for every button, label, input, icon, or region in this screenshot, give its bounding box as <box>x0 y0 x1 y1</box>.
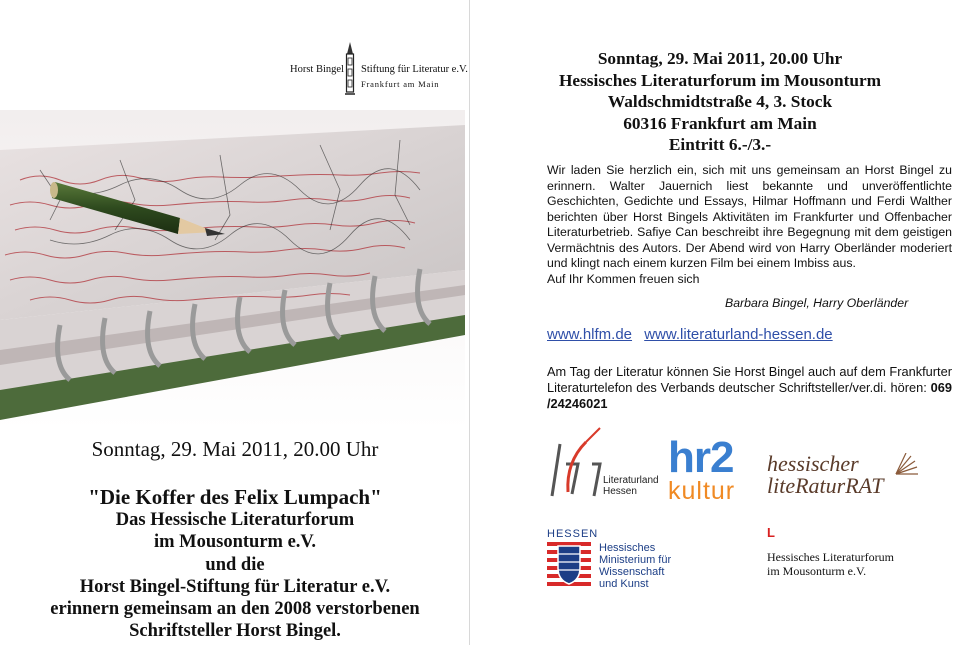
literaturland-word: Literaturland <box>603 475 659 486</box>
literaturland-hessen-word: Hessen <box>603 486 637 497</box>
telephone-number: 069 /24246021 <box>547 380 953 411</box>
website-links <box>547 326 841 343</box>
fan-icon <box>894 453 920 475</box>
literaturrat-logo <box>767 453 937 503</box>
telephone-text: Am Tag der Literatur können Sie Horst Bingel auch auf dem Frankfurter Literaturtelefon des Verbands deutscher Schriftsteller/ver.di. hören: <box>547 364 952 395</box>
ministry-line: Hessisches <box>599 542 656 554</box>
invitation-paragraph: Wir laden Sie herzlich ein, sich mit uns gemeinsam an Horst Bingel zu erinnern. Walter Jauernich liest bekannte und unveröffentlichte Geschichten, Gedichte und Essays, Hilmar Hoffmann und Ferdi Walther berichten über Horst Bingels Aktivitäten im Frankfurter und Offenbacher Literaturbetrieb. Safiye Can beschreibt ihre Begegnung mit dem geistigen Vermächtnis des Autors. Der Abend wird von Harry Oberländer moderiert und klingt nach einem kurzen Film bei einem Imbiss aus. <box>547 163 952 270</box>
event-line: Schriftsteller Horst Bingel. <box>129 621 341 642</box>
event-title: "Die Koffer des Felix Lumpach" <box>88 485 382 509</box>
literaturrat-line2: liteRaturRAT <box>767 473 884 498</box>
literaturforum-logo <box>767 526 927 582</box>
event-date: Sonntag, 29. Mai 2011, 20.00 Uhr <box>91 437 379 461</box>
brand-name: Horst Bingel <box>290 64 344 75</box>
forum-line2: im Mousonturm e.V. <box>767 564 867 578</box>
foundation-name: Stiftung für Literatur e.V. <box>361 64 468 75</box>
telephone-notice <box>547 364 952 412</box>
event-line: Das Hessische Literaturforum <box>115 510 355 530</box>
kultur-word: kultur <box>668 477 736 505</box>
event-details <box>550 48 890 156</box>
invitation-text <box>547 163 952 287</box>
details-venue: Hessisches Literaturforum im Mousonturm <box>558 70 882 90</box>
ministry-line: Ministerium für <box>599 554 672 566</box>
literaturrat-line1: hessischer <box>767 451 859 476</box>
hessen-ministry-logo <box>547 528 697 590</box>
event-description <box>0 485 470 643</box>
literaturland-hessen-logo <box>548 424 668 504</box>
hessen-crest-icon <box>547 542 591 588</box>
details-admission: Eintritt 6.-/3.- <box>668 135 772 154</box>
event-line: erinnern gemeinsam an den 2008 verstorbenen <box>50 599 420 620</box>
forum-mark: L <box>767 525 775 540</box>
details-street: Waldschmidtstraße 4, 3. Stock <box>607 92 833 111</box>
literaturland-mark-icon <box>548 424 610 504</box>
details-city: 60316 Frankfurt am Main <box>623 113 817 133</box>
ministry-line: und Kunst <box>599 578 649 590</box>
link-literaturland[interactable]: www.literaturland-hessen.de <box>644 326 833 343</box>
forum-line1: Hessisches Literaturforum <box>767 550 894 564</box>
hessen-word: HESSEN <box>547 528 599 540</box>
signature: Barbara Bingel, Harry Oberländer <box>725 296 909 310</box>
details-date: Sonntag, 29. Mai 2011, 20.00 Uhr <box>597 49 843 68</box>
left-panel <box>0 0 470 645</box>
event-line: und die <box>205 554 265 575</box>
hr2-kultur-logo <box>668 433 760 516</box>
pencil-tower-icon <box>343 42 357 96</box>
invitation-closing: Auf Ihr Kommen freuen sich <box>547 271 700 286</box>
notebook-pencil-photo <box>0 110 465 430</box>
hr2-word: hr2 <box>668 433 734 482</box>
link-hlfm[interactable]: www.hlfm.de <box>547 326 633 343</box>
foundation-city: Frankfurt am Main <box>361 79 440 89</box>
event-line: im Mousonturm e.V. <box>153 532 317 553</box>
event-line: Horst Bingel-Stiftung für Literatur e.V. <box>79 576 391 597</box>
ministry-line: Wissenschaft <box>599 566 665 578</box>
right-panel <box>470 0 960 645</box>
